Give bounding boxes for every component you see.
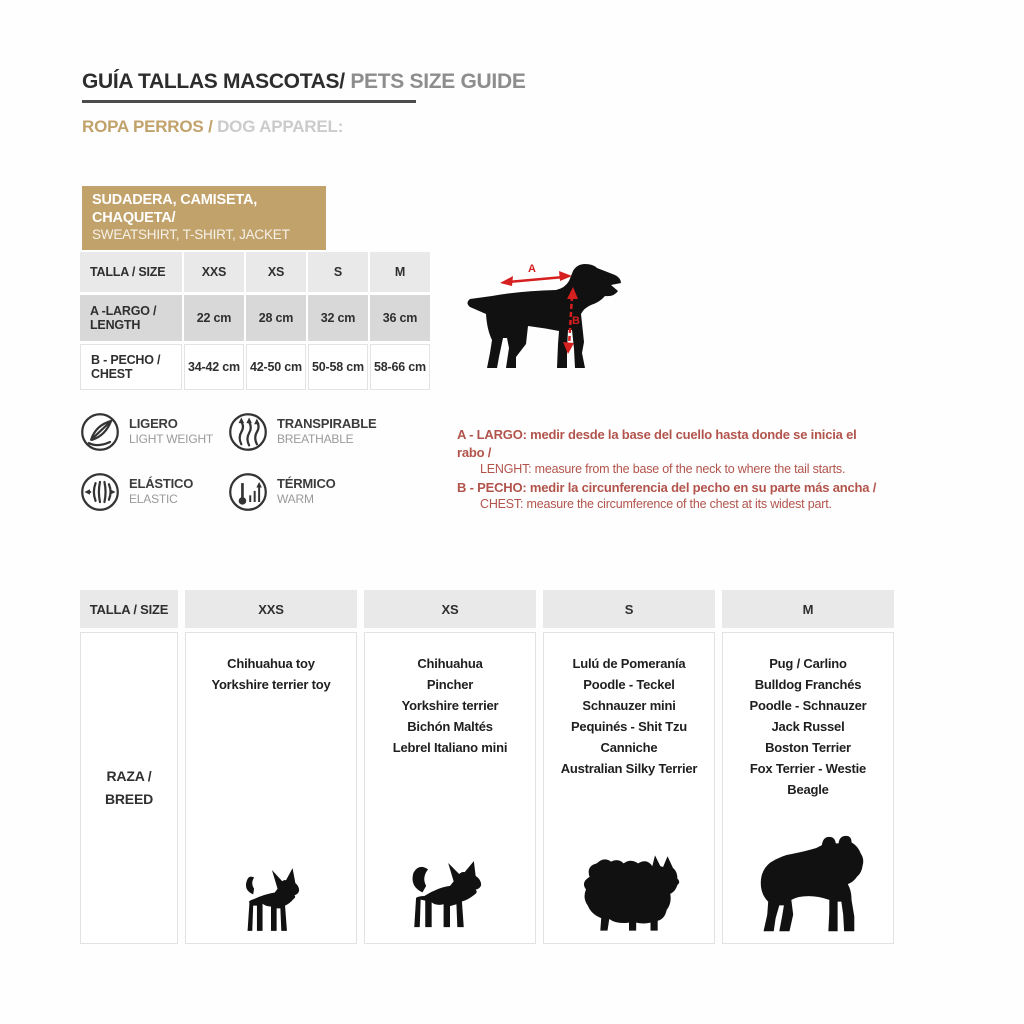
breed-row-label-es: RAZA / [106,768,152,784]
feature-list [80,412,468,532]
page-subtitle-en: DOG APPAREL: [217,117,344,136]
category-line-en: SWEATSHIRT, T-SHIRT, JACKET [92,227,290,242]
breed-row-label [80,632,178,944]
title-underline [82,100,416,103]
measurement-diagram [464,256,644,386]
airflow-icon [228,412,268,452]
french-bulldog-silhouette-icon [749,835,867,935]
long-hair-chihuahua-silhouette-icon [406,857,494,935]
breed-line: Pincher [426,677,474,692]
category-line-es: SUDADERA, CAMISETA, CHAQUETA/ [92,192,258,226]
breed-line: Schnauzer mini [582,698,676,713]
breed-table [80,590,894,944]
breed-cell-s [543,632,715,944]
pomeranian-silhouette-icon [577,851,681,935]
breed-line: Chihuahua [417,656,483,671]
feature-lightweight [80,412,228,472]
breed-row-label-en: BREED [104,791,153,807]
svg-text:A: A [528,263,536,275]
length-m: 36 cm [370,295,430,341]
chest-xs: 42-50 cm [246,344,306,390]
breed-line: Boston Terrier [765,740,851,755]
feature-subtitle: WARM [277,492,314,506]
chest-m: 58-66 cm [370,344,430,390]
feature-subtitle: BREATHABLE [277,432,354,446]
size-table [80,252,430,390]
breed-line: Pequinés - Shit Tzu [570,719,688,734]
page-subtitle [82,117,343,137]
breed-line: Australian Silky Terrier [560,761,698,776]
breed-line: Canniche [600,740,658,755]
category-box [82,186,326,250]
feature-breathable [228,412,468,472]
feature-title: LIGERO [129,416,178,431]
feature-subtitle: LIGHT WEIGHT [129,432,214,446]
page-title [82,70,526,94]
stretch-arrows-icon [80,472,120,512]
note-b-en: CHEST: measure the circumference of the chest at its widest part. [480,497,832,511]
breed-line: Bulldog Franchés [754,677,862,692]
breed-line: Beagle [787,782,829,797]
size-table-header-m: M [370,252,430,292]
breed-line: Jack Russel [771,719,845,734]
feature-warm [228,472,468,532]
breed-line: Pug / Carlino [769,656,847,671]
breed-cell-xxs [185,632,357,944]
feature-title: TÉRMICO [277,476,336,491]
breed-line: Yorkshire terrier toy [211,677,331,692]
feature-elastic [80,472,228,532]
chest-s: 50-58 cm [308,344,368,390]
breed-line: Chihuahua toy [227,656,315,671]
breed-list-m [749,653,866,800]
breed-line: Poodle - Schnauzer [749,698,867,713]
feature-subtitle: ELASTIC [129,492,178,506]
breed-list-xs [393,653,507,758]
breed-line: Yorkshire terrier [401,698,499,713]
breed-line: Poodle - Teckel [583,677,675,692]
length-s: 32 cm [308,295,368,341]
breed-line: Fox Terrier - Westie [749,761,867,776]
breed-list-s [561,653,698,779]
breed-header-s: S [543,590,715,628]
size-table-header-label: TALLA / SIZE [80,252,182,292]
breed-line: Bichón Maltés [407,719,493,734]
breed-header-label: TALLA / SIZE [80,590,178,628]
length-row-label: A -LARGO / LENGTH [80,295,182,341]
breed-line: Lebrel Italiano mini [392,740,508,755]
page-title-en: PETS SIZE GUIDE [344,70,526,93]
breed-header-xxs: XXS [185,590,357,628]
svg-text:B: B [572,315,580,327]
size-table-header-xs: XS [246,252,306,292]
chest-xxs: 34-42 cm [184,344,244,390]
feature-title: ELÁSTICO [129,476,194,491]
note-a-en: LENGHT: measure from the base of the neck to where the tail starts. [480,462,846,476]
breed-line: Lulú de Pomeranía [572,656,686,671]
note-a-es: A - LARGO: medir desde la base del cuello hasta donde se inicia el rabo / [457,427,857,460]
size-table-header-s: S [308,252,368,292]
chest-row-label: B - PECHO / CHEST [80,344,182,390]
feather-icon [80,412,120,452]
breed-cell-xs [364,632,536,944]
length-xxs: 22 cm [184,295,244,341]
size-table-header-xxs: XXS [184,252,244,292]
chihuahua-toy-silhouette-icon [241,863,301,935]
measurement-notes [457,426,887,514]
breed-list-xxs [211,653,330,695]
breed-header-xs: XS [364,590,536,628]
page-title-es: GUÍA TALLAS MASCOTAS/ [82,70,345,93]
thermometer-icon [228,472,268,512]
breed-cell-m [722,632,894,944]
note-b-es: B - PECHO: medir la circunferencia del pecho en su parte más ancha / [457,479,877,495]
measure-arrow-a [500,263,572,286]
breed-header-m: M [722,590,894,628]
length-xs: 28 cm [246,295,306,341]
labrador-silhouette-icon [464,256,644,381]
page-subtitle-es: ROPA PERROS / [82,117,218,136]
feature-title: TRANSPIRABLE [277,416,377,431]
